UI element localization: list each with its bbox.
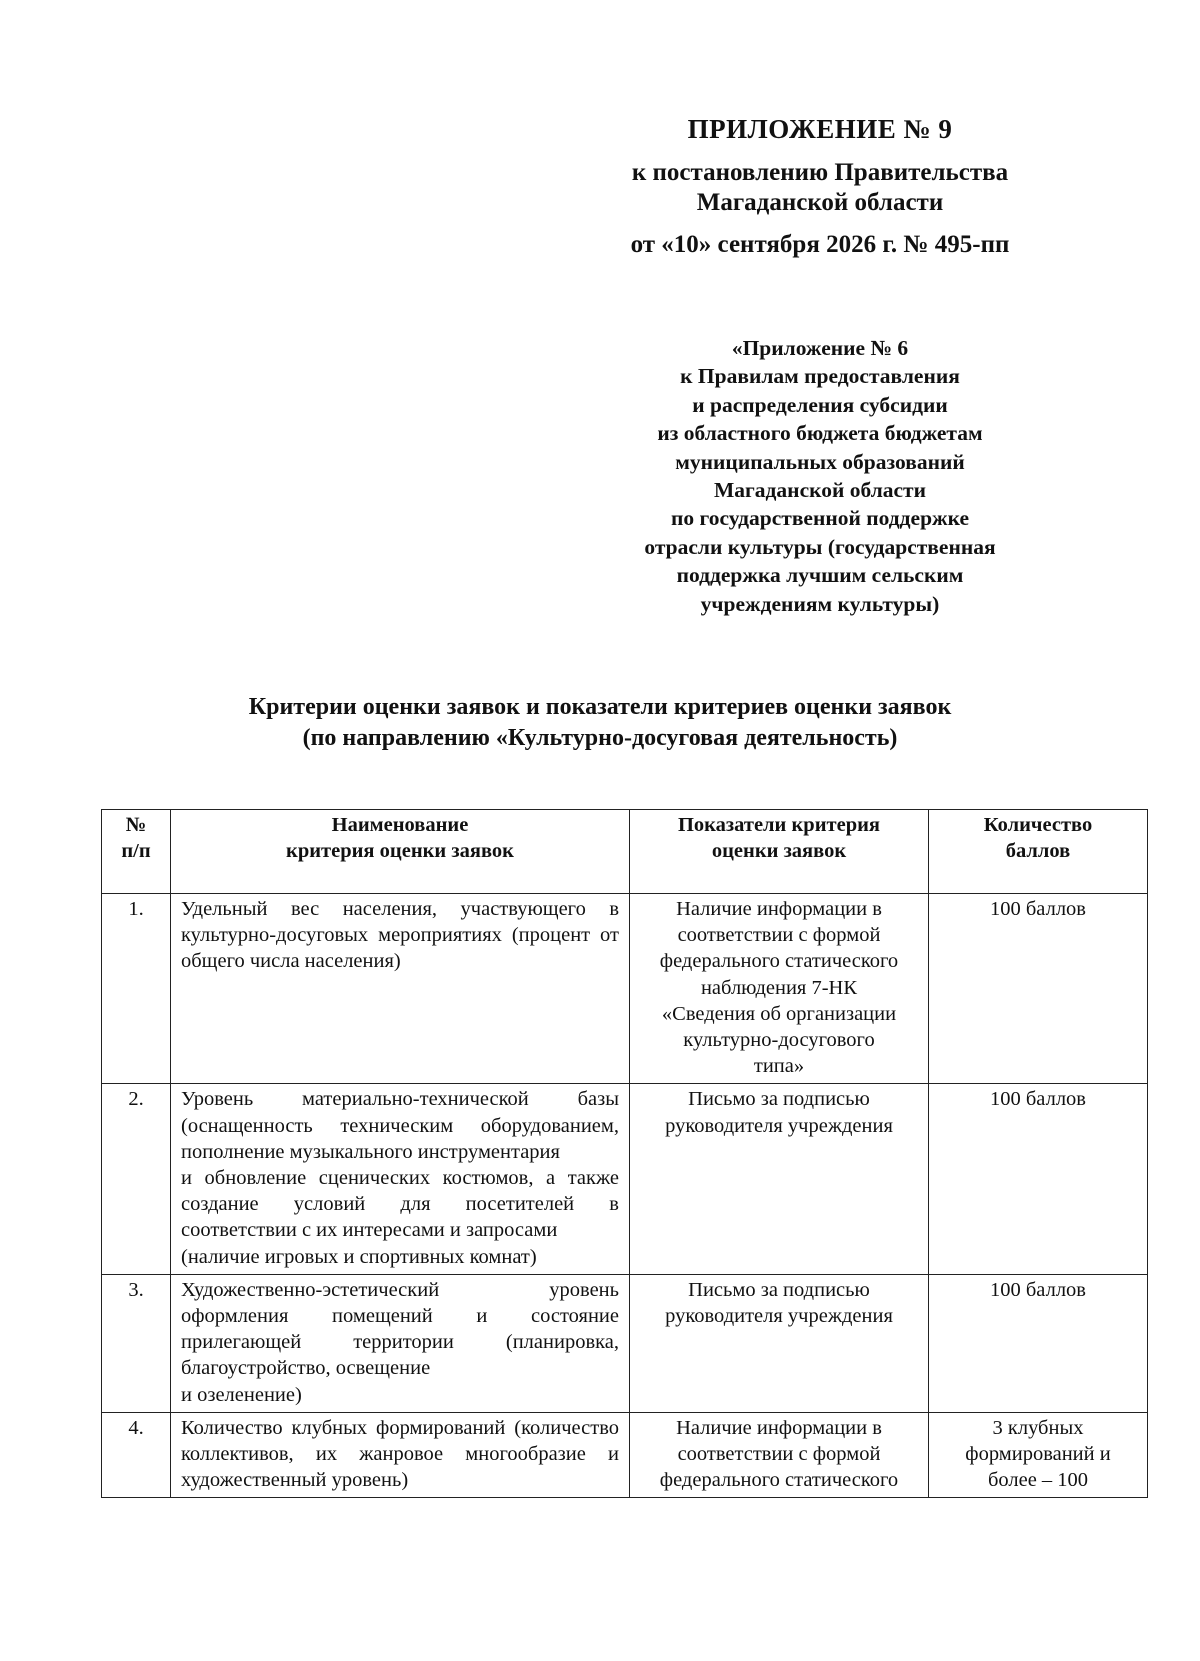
indicator-text: соответствии с формой: [677, 1443, 881, 1466]
rules-line: Магаданской области: [714, 478, 926, 503]
appendix-line: к постановлению Правительства: [631, 159, 1009, 186]
criterion-name: [171, 1084, 630, 1274]
row-number: 2.: [102, 1084, 171, 1274]
points-text: 3 клубных: [992, 1416, 1084, 1439]
indicator-text: Наличие информации в: [676, 1416, 882, 1439]
indicator-text: Письмо за подписью: [688, 1088, 870, 1111]
criterion-indicator: [630, 1274, 929, 1412]
rules-line: и распределения субсидии: [692, 392, 948, 417]
points-text: 100 баллов: [990, 898, 1086, 920]
indicator-text: соответствии с формой: [677, 924, 881, 947]
criterion-points: [929, 1274, 1148, 1412]
header-text: критерия оценки заявок: [286, 840, 514, 863]
points-text: 100 баллов: [990, 1278, 1086, 1301]
header-text: Наименование: [331, 814, 469, 836]
criterion-text: и озеленение): [181, 1383, 302, 1406]
row-number: 4.: [102, 1412, 171, 1498]
criterion-name: [171, 894, 630, 1084]
indicator-text: Наличие информации в: [676, 898, 882, 920]
indicator-text: руководителя учреждения: [665, 1305, 893, 1328]
appendix-title: ПРИЛОЖЕНИЕ № 9: [687, 114, 953, 144]
header-text: Количество: [983, 814, 1093, 836]
header-name: [171, 810, 630, 894]
criterion-text: Удельный вес населения, участвующего в культурно-досуговых мероприятиях (процент от общего числа населения): [181, 898, 619, 973]
indicator-text: наблюдения 7-НК: [700, 976, 858, 999]
points-text: 100 баллов: [990, 1088, 1086, 1111]
criterion-indicator: [630, 894, 929, 1084]
row-number: 1.: [102, 894, 171, 1084]
criterion-points: [929, 1412, 1148, 1498]
appendix-line: Магаданской области: [696, 189, 944, 216]
indicator-text: Письмо за подписью: [688, 1278, 870, 1301]
points-text: формирований и: [965, 1443, 1111, 1466]
criterion-indicator: [630, 1412, 929, 1498]
title-line-1: Критерии оценки заявок и показатели критериев оценки заявок: [248, 694, 952, 720]
rules-line: «Приложение № 6: [731, 336, 909, 360]
points-text: более – 100: [987, 1469, 1089, 1492]
rules-line: по государственной поддержке: [670, 506, 970, 531]
indicator-text: федерального статического: [659, 950, 899, 973]
appendix-date: от «10» сентября 2026 г. № 495-пп: [630, 231, 1010, 258]
indicator-text: культурно-досугового: [683, 1029, 875, 1052]
criterion-text: Количество клубных формирований (количество коллективов, их жанровое многообразие и художественный уровень): [181, 1416, 619, 1492]
table-row: [102, 894, 1148, 1084]
header-points: [929, 810, 1148, 894]
rules-line: к Правилам предоставления: [680, 364, 960, 389]
criterion-text: Художественно-эстетический уровень оформления помещений и состояние прилегающей территории (планировка, благоустройство, освещение: [181, 1278, 619, 1380]
indicator-text: руководителя учреждения: [665, 1114, 893, 1137]
indicator-text: федерального статического: [659, 1469, 899, 1492]
header-text: оценки заявок: [711, 840, 847, 863]
criterion-points: [929, 894, 1148, 1084]
table-row: [102, 1412, 1148, 1498]
rules-line: поддержка лучшим сельским: [676, 563, 964, 588]
rules-appendix-header: [600, 334, 1040, 618]
rules-line: из областного бюджета бюджетам: [657, 421, 983, 446]
criterion-indicator: [630, 1084, 929, 1274]
header-indicator: [630, 810, 929, 894]
table-row: [102, 1274, 1148, 1412]
indicator-text: «Сведения об организации: [661, 1002, 897, 1025]
rules-line: отрасли культуры (государственная: [644, 534, 996, 559]
criterion-text: Уровень материально-технической базы (оснащенность техническим оборудованием, пополнение музыкального инструментария: [181, 1088, 619, 1163]
appendix-header: [590, 112, 1050, 260]
title-line-2: (по направлению «Культурно-досуговая деятельность): [302, 725, 898, 751]
criterion-text: (наличие игровых и спортивных комнат): [181, 1245, 537, 1268]
header-num: [102, 810, 171, 894]
criterion-points: [929, 1084, 1148, 1274]
table-row: [102, 1084, 1148, 1274]
row-number: 3.: [102, 1274, 171, 1412]
criteria-table: [101, 809, 1148, 1498]
criterion-text: и обновление сценических костюмов, а также создание условий для посетителей в соответствии с их интересами и запросами: [181, 1167, 619, 1242]
table-header-row: [102, 810, 1148, 894]
criterion-name: [171, 1412, 630, 1498]
criterion-name: [171, 1274, 630, 1412]
rules-line: учреждениям культуры): [700, 591, 940, 616]
header-text: №: [125, 814, 147, 836]
page-title: [120, 692, 1080, 754]
header-text: Показатели критерия: [677, 814, 880, 836]
header-text: п/п: [121, 840, 151, 863]
indicator-text: типа»: [753, 1055, 805, 1078]
header-text: баллов: [1005, 840, 1071, 863]
rules-line: муниципальных образований: [675, 449, 965, 474]
